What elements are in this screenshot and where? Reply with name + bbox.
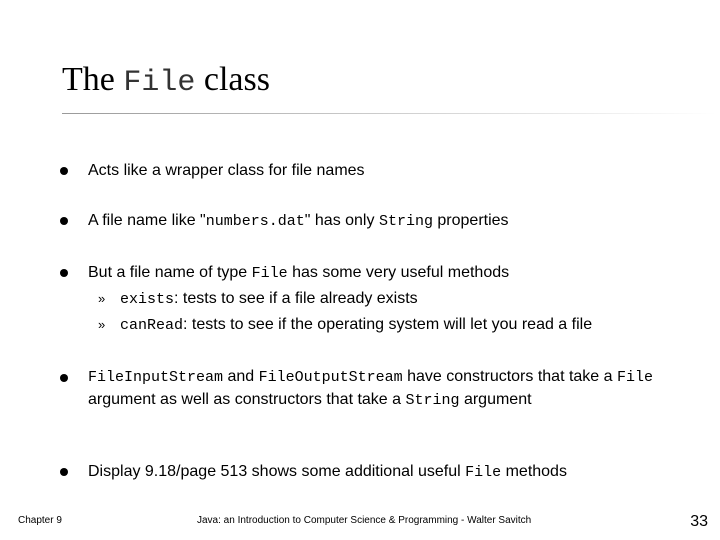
text-run: have constructors that take a [402, 368, 617, 385]
bullet-text-3 [88, 262, 688, 285]
text-run: But a file name of type [88, 264, 252, 281]
code-run: FileInputStream [88, 369, 224, 386]
code-run: numbers.dat [205, 213, 305, 230]
code-run: String [405, 392, 460, 409]
text-run: " has only [304, 212, 379, 229]
text-run: Display 9.18/page 513 shows some additional useful [88, 463, 466, 480]
text-run: argument as well as constructors that take a [88, 391, 406, 408]
slide-title [62, 58, 270, 105]
text-run: A file name like " [88, 212, 206, 229]
sub-bullet-marker-icon: » [98, 317, 106, 332]
footer-source: Java: an Introduction to Computer Science & Programming - Walter Savitch [197, 515, 532, 526]
bullet-icon [60, 468, 68, 476]
title-prefix: The [62, 61, 124, 98]
code-run: File [465, 464, 502, 481]
sub-bullet-exists [98, 288, 418, 311]
title-divider [62, 113, 717, 114]
code-run: File [251, 265, 288, 282]
text-run: and [223, 368, 259, 385]
bullet-text-4 [88, 366, 658, 412]
bullet-icon [60, 269, 68, 277]
bullet-text-5 [88, 461, 688, 484]
code-run: String [378, 213, 433, 230]
text-run: has some very useful methods [287, 264, 510, 281]
text-run: : tests to see if a file already exists [174, 290, 418, 307]
sub-bullet-canread [98, 314, 592, 337]
footer-chapter: Chapter 9 [18, 515, 62, 526]
bullet-icon [60, 374, 68, 382]
title-code: File [123, 66, 196, 100]
text-run: methods [501, 463, 567, 480]
bullet-text-1: Acts like a wrapper class for file names [88, 162, 365, 179]
code-run: FileOutputStream [258, 369, 403, 386]
code-run: File [617, 369, 654, 386]
page-number: 33 [690, 513, 708, 530]
bullet-icon [60, 217, 68, 225]
bullet-icon [60, 167, 68, 175]
text-run: argument [459, 391, 532, 408]
code-run: exists [120, 291, 175, 308]
code-run: canRead [120, 317, 184, 334]
sub-bullet-marker-icon: » [98, 291, 106, 306]
text-run: : tests to see if the operating system will let you read a file [183, 316, 593, 333]
text-run: properties [432, 212, 509, 229]
title-suffix: class [195, 61, 270, 98]
bullet-text-2 [88, 210, 688, 233]
